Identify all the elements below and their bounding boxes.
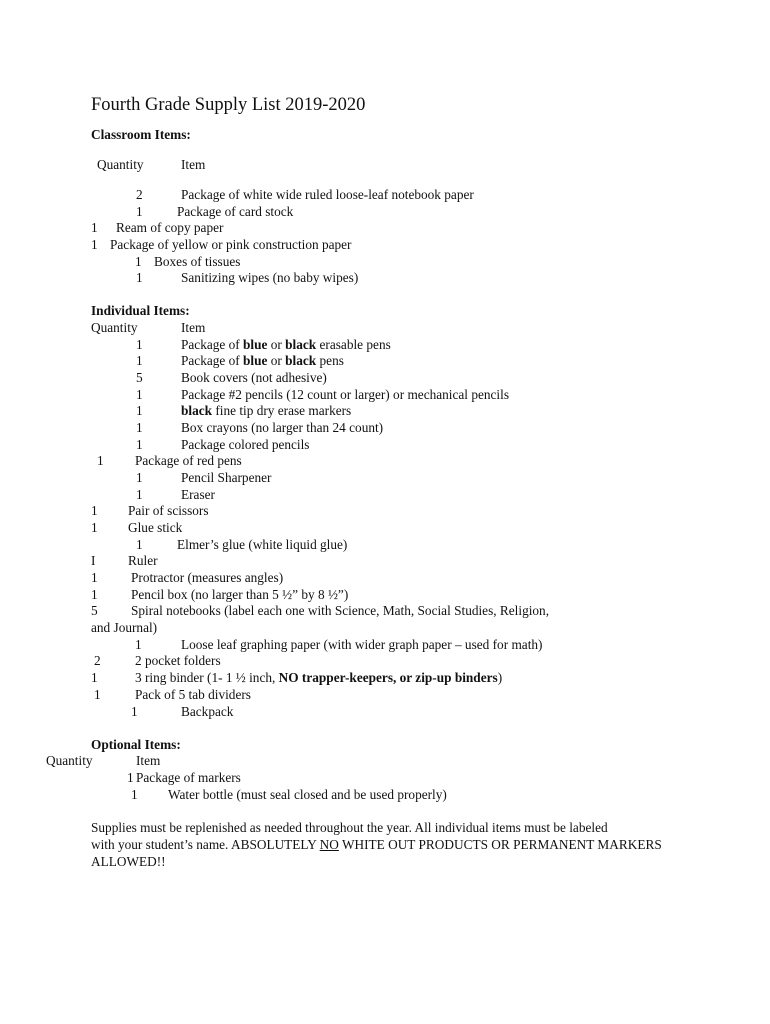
row-quantity: 1 [91, 520, 98, 535]
row-item: 2 pocket folders [135, 653, 221, 668]
row-item: Package of white wide ruled loose-leaf notebook paper [181, 187, 474, 202]
row-item: black fine tip dry erase markers [181, 403, 352, 418]
row-quantity: 1 [91, 237, 98, 252]
row-item: Pencil box (no larger than 5 ½” by 8 ½”) [131, 587, 349, 602]
classroom-quantity-header: Quantity [97, 157, 144, 172]
row-item: Sanitizing wipes (no baby wipes) [181, 270, 359, 285]
row-item: Protractor (measures angles) [131, 570, 284, 585]
row-item: Ruler [128, 553, 158, 568]
row-item: Eraser [181, 487, 215, 502]
individual-quantity-header: Quantity [91, 320, 138, 335]
row-quantity: 1 [136, 537, 143, 552]
row-quantity: I [91, 553, 96, 568]
row-quantity: 1 [135, 637, 142, 652]
row-quantity: 1 [91, 587, 98, 602]
row-item: Package of card stock [177, 204, 294, 219]
row-quantity: 1 [91, 503, 98, 518]
row-quantity: 1 [136, 487, 143, 502]
optional-item-header: Item [136, 753, 161, 768]
row-quantity: 1 [136, 337, 143, 352]
row-quantity: 1 [131, 704, 138, 719]
row-quantity: 1 [91, 670, 98, 685]
row-item: 3 ring binder (1- 1 ½ inch, NO trapper-keepers, or zip-up binders) [135, 670, 503, 685]
row-quantity: 2 [94, 653, 101, 668]
row-quantity: 5 [136, 370, 143, 385]
emphasis-no: NO [319, 837, 339, 852]
row-item: Spiral notebooks (label each one with Science, Math, Social Studies, Religion, [131, 603, 550, 618]
row-quantity: 1 [91, 220, 98, 235]
row-item: Package of yellow or pink construction paper [110, 237, 352, 252]
row-item-continuation: and Journal) [91, 620, 158, 635]
row-quantity: 1 [136, 403, 143, 418]
row-item: Water bottle (must seal closed and be used properly) [168, 787, 447, 802]
row-item: Package colored pencils [181, 437, 310, 452]
individual-heading: Individual Items: [91, 303, 190, 318]
classroom-heading: Classroom Items: [91, 127, 191, 142]
individual-item-header: Item [181, 320, 206, 335]
row-quantity: 5 [91, 603, 98, 618]
row-item: Pencil Sharpener [181, 470, 272, 485]
note-line: ALLOWED!! [91, 854, 166, 869]
row-item: Package of markers [136, 770, 241, 785]
row-quantity: 1 [136, 387, 143, 402]
row-item: Pair of scissors [128, 503, 209, 518]
note-line: Supplies must be replenished as needed throughout the year. All individual items must be labeled [91, 820, 608, 835]
row-quantity: 1 [136, 437, 143, 452]
page-title: Fourth Grade Supply List 2019-2020 [91, 95, 366, 115]
row-item: Elmer’s glue (white liquid glue) [177, 537, 348, 552]
row-quantity: 1 [131, 787, 138, 802]
row-quantity: 1 [91, 570, 98, 585]
classroom-item-header: Item [181, 157, 206, 172]
row-quantity: 1 [136, 270, 143, 285]
row-quantity: 1 [136, 204, 143, 219]
row-item: Backpack [181, 704, 234, 719]
row-item: Book covers (not adhesive) [181, 370, 327, 385]
row-quantity: 1 [135, 254, 142, 269]
row-quantity: 2 [136, 187, 143, 202]
row-item: Loose leaf graphing paper (with wider graph paper – used for math) [181, 637, 543, 652]
row-item: Boxes of tissues [154, 254, 241, 269]
row-quantity: 1 [94, 687, 101, 702]
row-quantity: 1 [136, 420, 143, 435]
row-item: Box crayons (no larger than 24 count) [181, 420, 384, 435]
row-item: Ream of copy paper [116, 220, 224, 235]
optional-heading: Optional Items: [91, 737, 181, 752]
row-item: Package of blue or black pens [181, 353, 344, 368]
row-item: Package #2 pencils (12 count or larger) or mechanical pencils [181, 387, 509, 402]
row-item: Package of red pens [135, 453, 242, 468]
row-quantity: 1 [127, 770, 134, 785]
note-line: with your student’s name. ABSOLUTELY NO WHITE OUT PRODUCTS OR PERMANENT MARKERS [91, 837, 662, 852]
row-quantity: 1 [136, 470, 143, 485]
row-quantity: 1 [97, 453, 104, 468]
row-item: Pack of 5 tab dividers [135, 687, 251, 702]
row-quantity: 1 [136, 353, 143, 368]
row-item: Package of blue or black erasable pens [181, 337, 391, 352]
row-item: Glue stick [128, 520, 183, 535]
optional-quantity-header: Quantity [46, 753, 93, 768]
